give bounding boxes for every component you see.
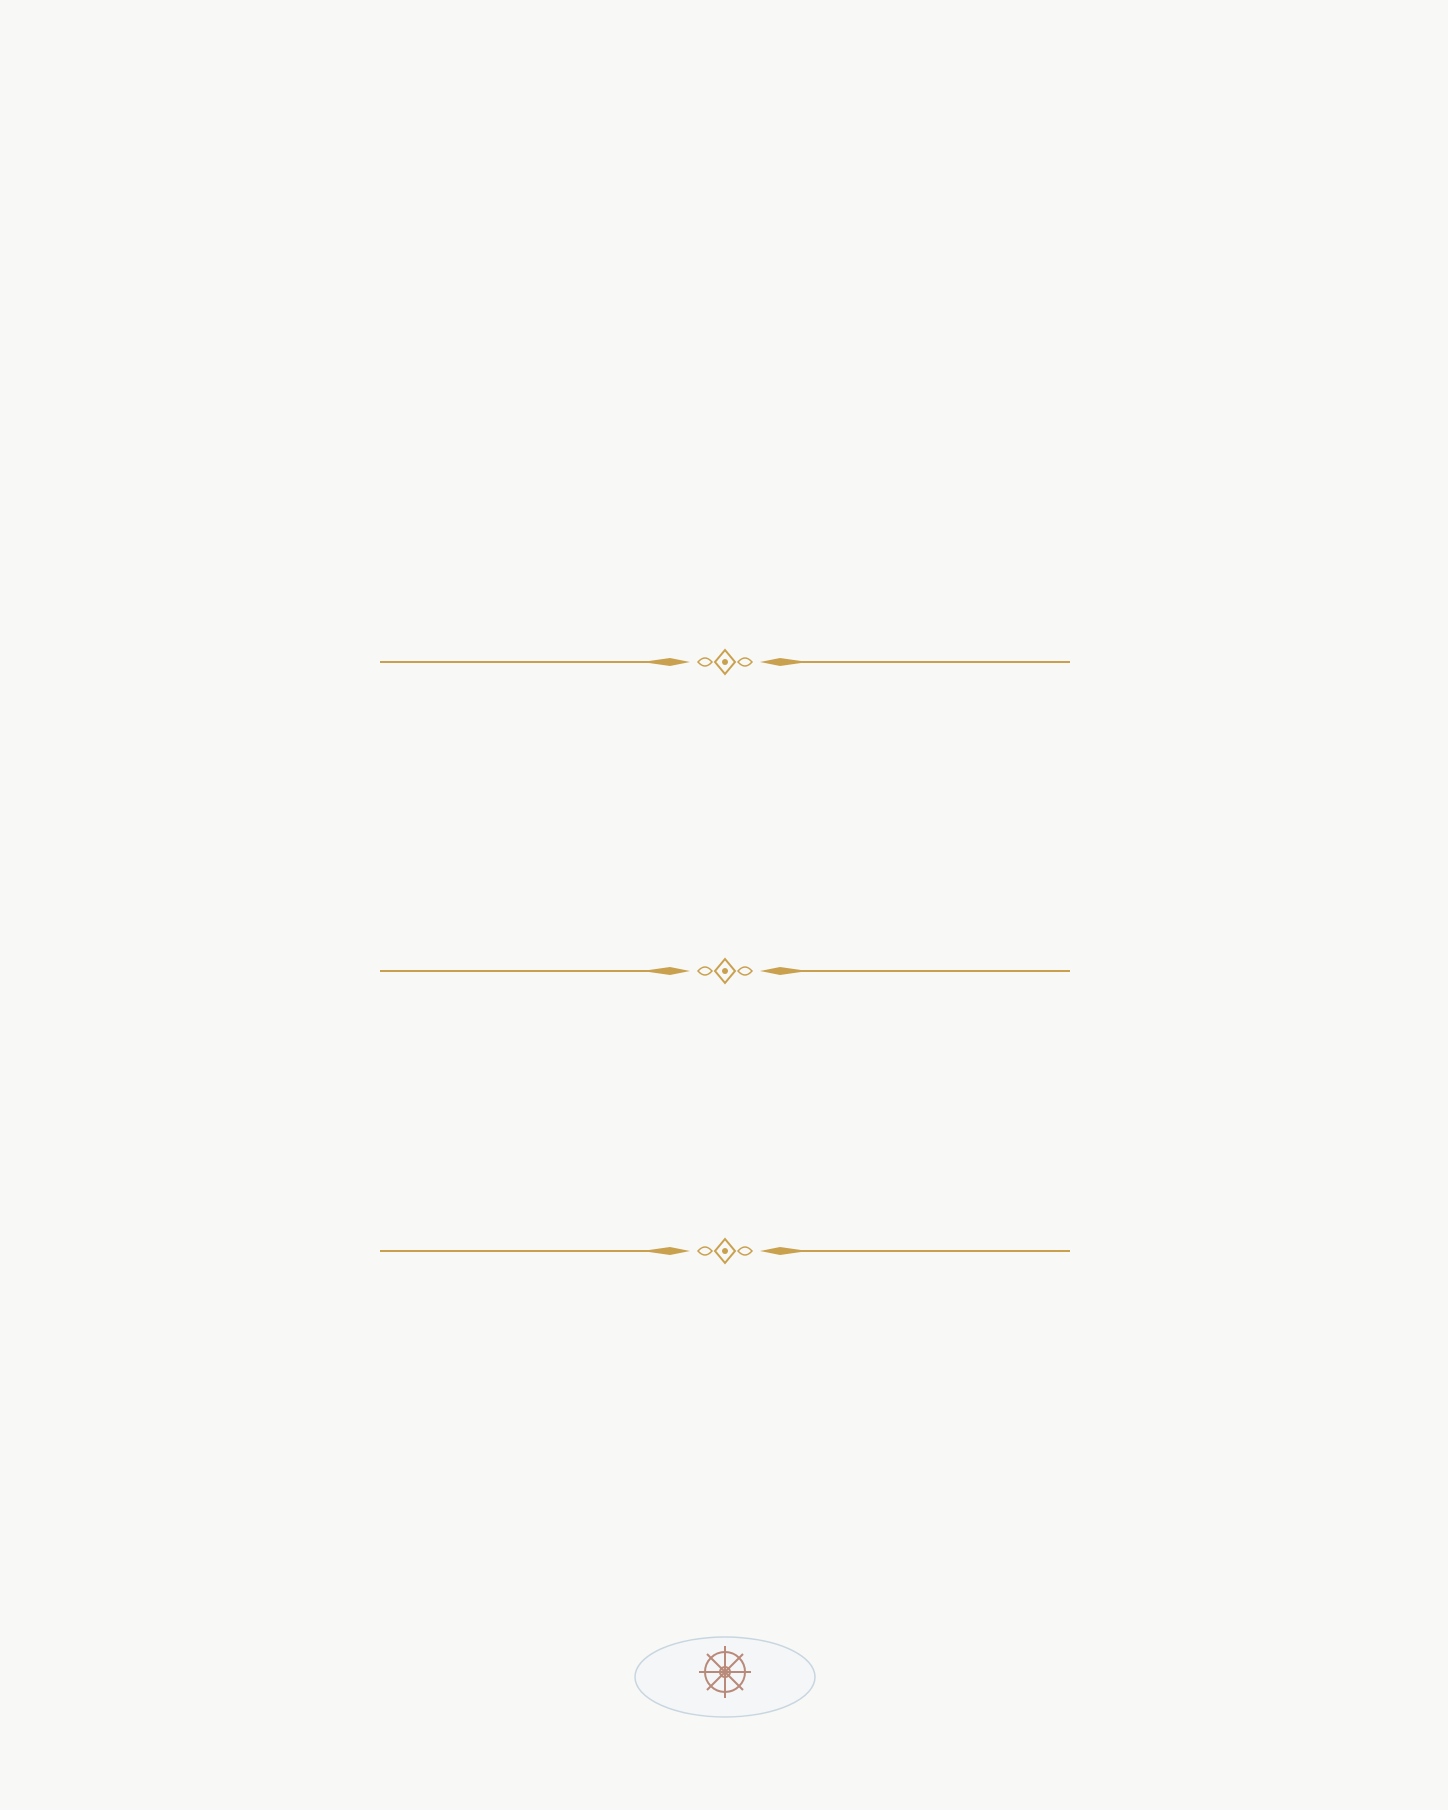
holly-garland-top [0,0,1448,150]
al-capri-logo [630,1632,820,1722]
ornamental-divider [380,647,1070,677]
ornamental-divider [380,1236,1070,1266]
ornamental-divider [380,956,1070,986]
